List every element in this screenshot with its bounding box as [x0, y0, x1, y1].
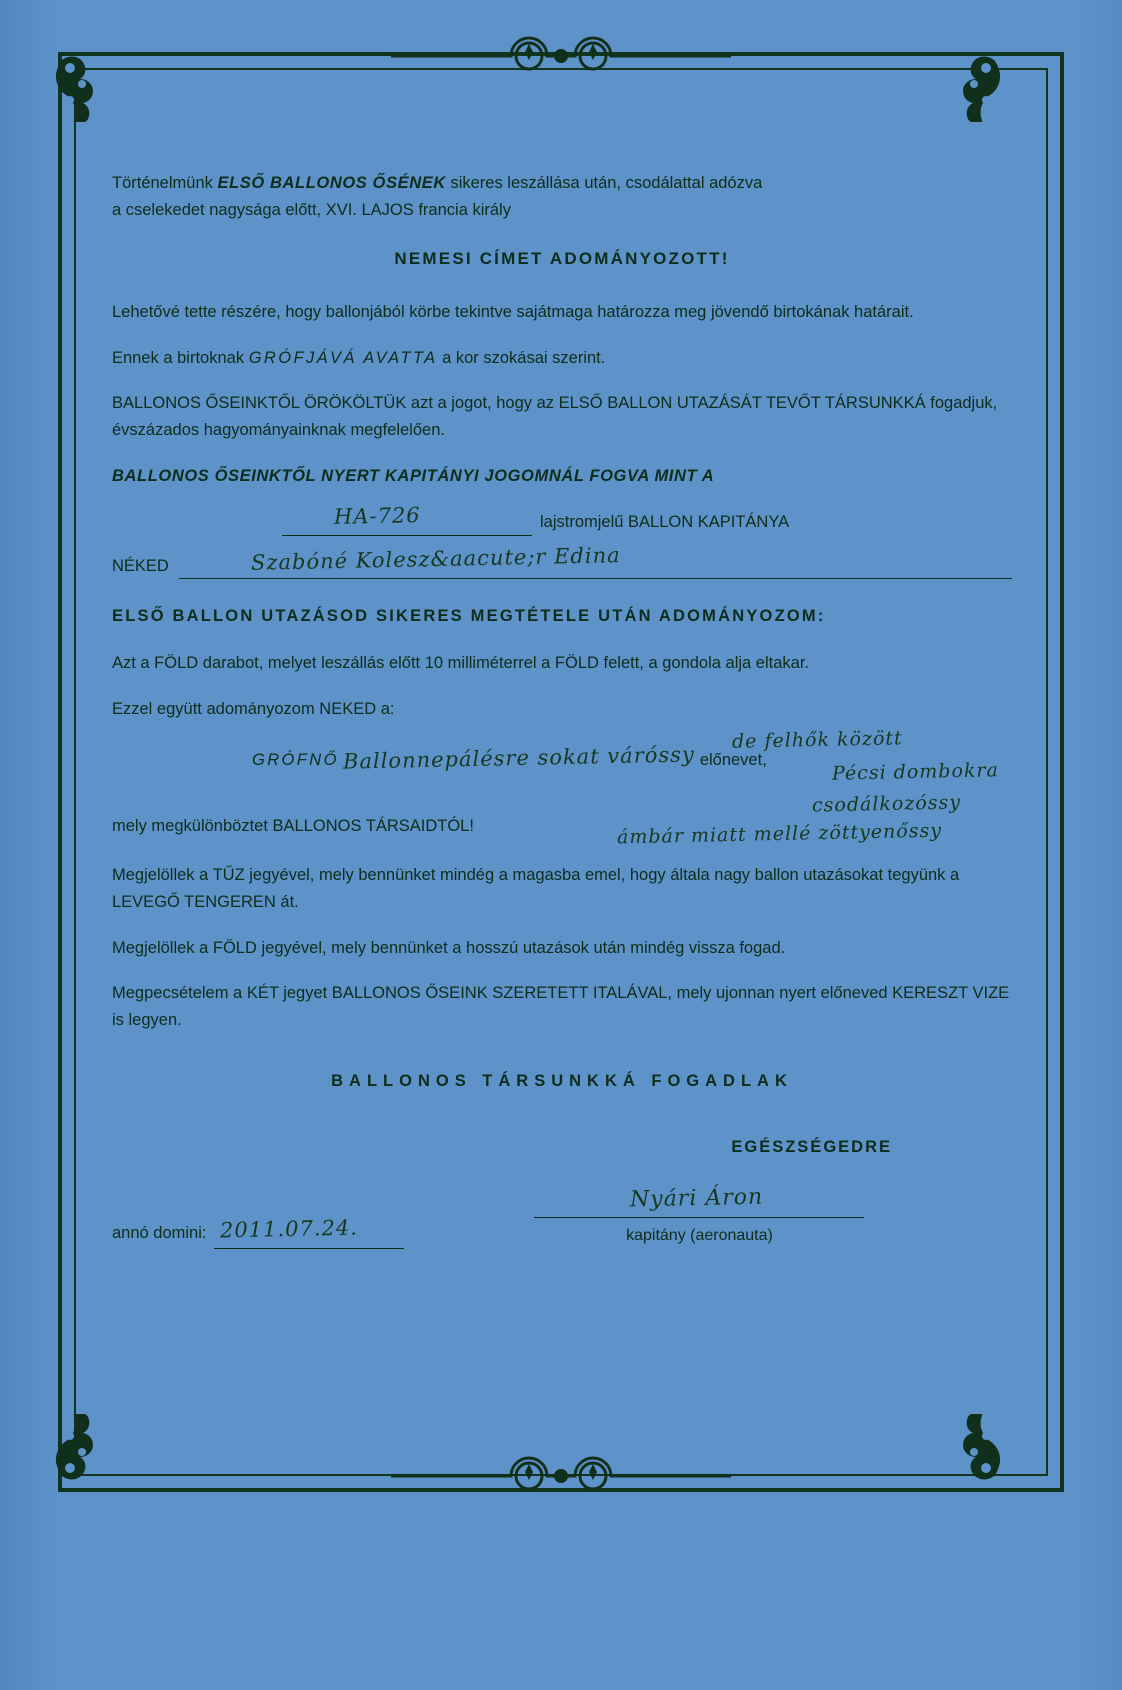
paragraph-fold-darab: Azt a FÖLD darabot, melyet leszállás előtt 10 milliméterrel a FÖLD felett, a gondola alja eltakar.: [112, 654, 809, 672]
corner-ornament-icon: [930, 48, 1004, 122]
paragraph-megpecsetelem: Megpecsételem a KÉT jegyet BALLONOS ŐSEINK SZERETETT ITALÁVAL, mely ujonnan nyert előneved KERESZT VIZE is legyen.: [112, 984, 1010, 1030]
corner-ornament-icon: [52, 48, 126, 122]
registration-suffix-label: lajstromjelű BALLON KAPITÁNYA: [540, 512, 790, 531]
heading-nemesi-cimet: NEMESI CÍMET ADOMÁNYOZOTT!: [394, 249, 730, 269]
paragraph-orokoltuk: BALLONOS ŐSEINKTŐL ÖRÖKÖLTÜK azt a jogot, hogy az ELSŐ BALLON UTAZÁSÁT TEVŐT TÁRSUNKKÁ fogadjuk, évszázados hagyományainknak megfelelően.: [112, 394, 998, 440]
corner-ornament-icon: [52, 1414, 126, 1488]
paragraph-tuz-jegye: Megjelöllek a TŰZ jegyével, mely bennünket mindég a magasba emel, hogy általa nagy ballon utazásokat tegyünk a LEVEGŐ TENGEREN át.: [112, 866, 960, 911]
margin-note-3: csodálkozóssy: [811, 791, 962, 817]
elonevet-label: előnevet,: [699, 751, 767, 770]
signature-handwritten-value: Nyári Áron: [630, 1184, 764, 1212]
margin-note-2: Pécsi dombokra: [831, 759, 1000, 786]
intro-text-b: sikeres leszállása után, csodálattal adózva: [450, 174, 763, 192]
registration-handwritten-value: HA-726: [333, 503, 421, 530]
certificate-body: [112, 170, 1012, 1249]
grofno-label: GRÓFNŐ: [252, 751, 339, 770]
ennek-text-a: Ennek a birtoknak: [112, 348, 245, 367]
paragraph-fold-jegye: Megjelöllek a FÖLD jegyével, mely bennünket a hosszú utazások után mindég vissza fogad.: [112, 938, 786, 957]
paragraph-megkulonboztet: mely megkülönböztet BALLONOS TÁRSAIDTÓL!: [112, 817, 474, 836]
heading-elso-ballon-utazasod: ELSŐ BALLON UTAZÁSOD SIKERES MEGTÉTELE UTÁN ADOMÁNYOZOM:: [112, 607, 826, 626]
heading-egeszsegedre: EGÉSZSÉGEDRE: [731, 1138, 892, 1157]
date-input[interactable]: [214, 1215, 404, 1249]
footer-row: [112, 1184, 1012, 1249]
margin-note-1: de felhők között: [731, 727, 903, 754]
ennek-text-b: a kor szokásai szerint.: [442, 348, 606, 367]
intro-emphasis: ELSŐ BALLONOS ŐSÉNEK: [217, 174, 446, 192]
signature-block: [534, 1184, 864, 1249]
title-handwritten-value: Ballonnepálésre sokat váróssy: [343, 742, 696, 775]
signature-caption: kapitány (aeronauta): [626, 1227, 773, 1245]
registration-row: [112, 503, 1012, 537]
paragraph-intro: [112, 170, 1012, 223]
anno-domini-label: annó domini:: [112, 1224, 207, 1243]
paragraph-ezzel-egyutt: Ezzel együtt adományozom NEKED a:: [112, 699, 395, 718]
ennek-emphasis: GRÓFJÁVÁ AVATTA: [248, 348, 438, 367]
intro-text-a: Történelmünk: [112, 174, 213, 192]
corner-ornament-icon: [930, 1414, 1004, 1488]
heading-fogadlak: BALLONOS TÁRSUNKKÁ FOGADLAK: [331, 1071, 793, 1090]
recipient-row: [112, 543, 1012, 579]
paragraph-kapitanyi-jog: BALLONOS ŐSEINKTŐL NYERT KAPITÁNYI JOGOMNÁL FOGVA MINT A: [112, 466, 715, 485]
top-center-ornament-icon: [391, 36, 731, 76]
recipient-label: NÉKED: [112, 556, 169, 575]
margin-note-4: ámbár miatt mellé zöttyenőssy: [616, 820, 943, 849]
signature-input[interactable]: [534, 1184, 864, 1218]
bottom-center-ornament-icon: [391, 1456, 731, 1496]
recipient-input[interactable]: [179, 543, 1012, 579]
intro-text-c: a cselekedet nagysága előtt, XVI. LAJOS francia király: [112, 200, 511, 219]
scan-edge-right: [1076, 0, 1122, 1690]
paragraph-ennek-a-birtoknak: [112, 345, 1012, 372]
registration-input[interactable]: [282, 503, 532, 536]
scan-edge-left: [0, 0, 58, 1690]
paragraph-lehetove: Lehetővé tette részére, hogy ballonjából körbe tekintve sajátmaga határozza meg jövendő birtokának határait.: [112, 302, 914, 321]
recipient-handwritten-value: Szabóné Kolesz&aacute;r Edina: [250, 543, 621, 576]
date-handwritten-value: 2011.07.24.: [220, 1215, 359, 1243]
